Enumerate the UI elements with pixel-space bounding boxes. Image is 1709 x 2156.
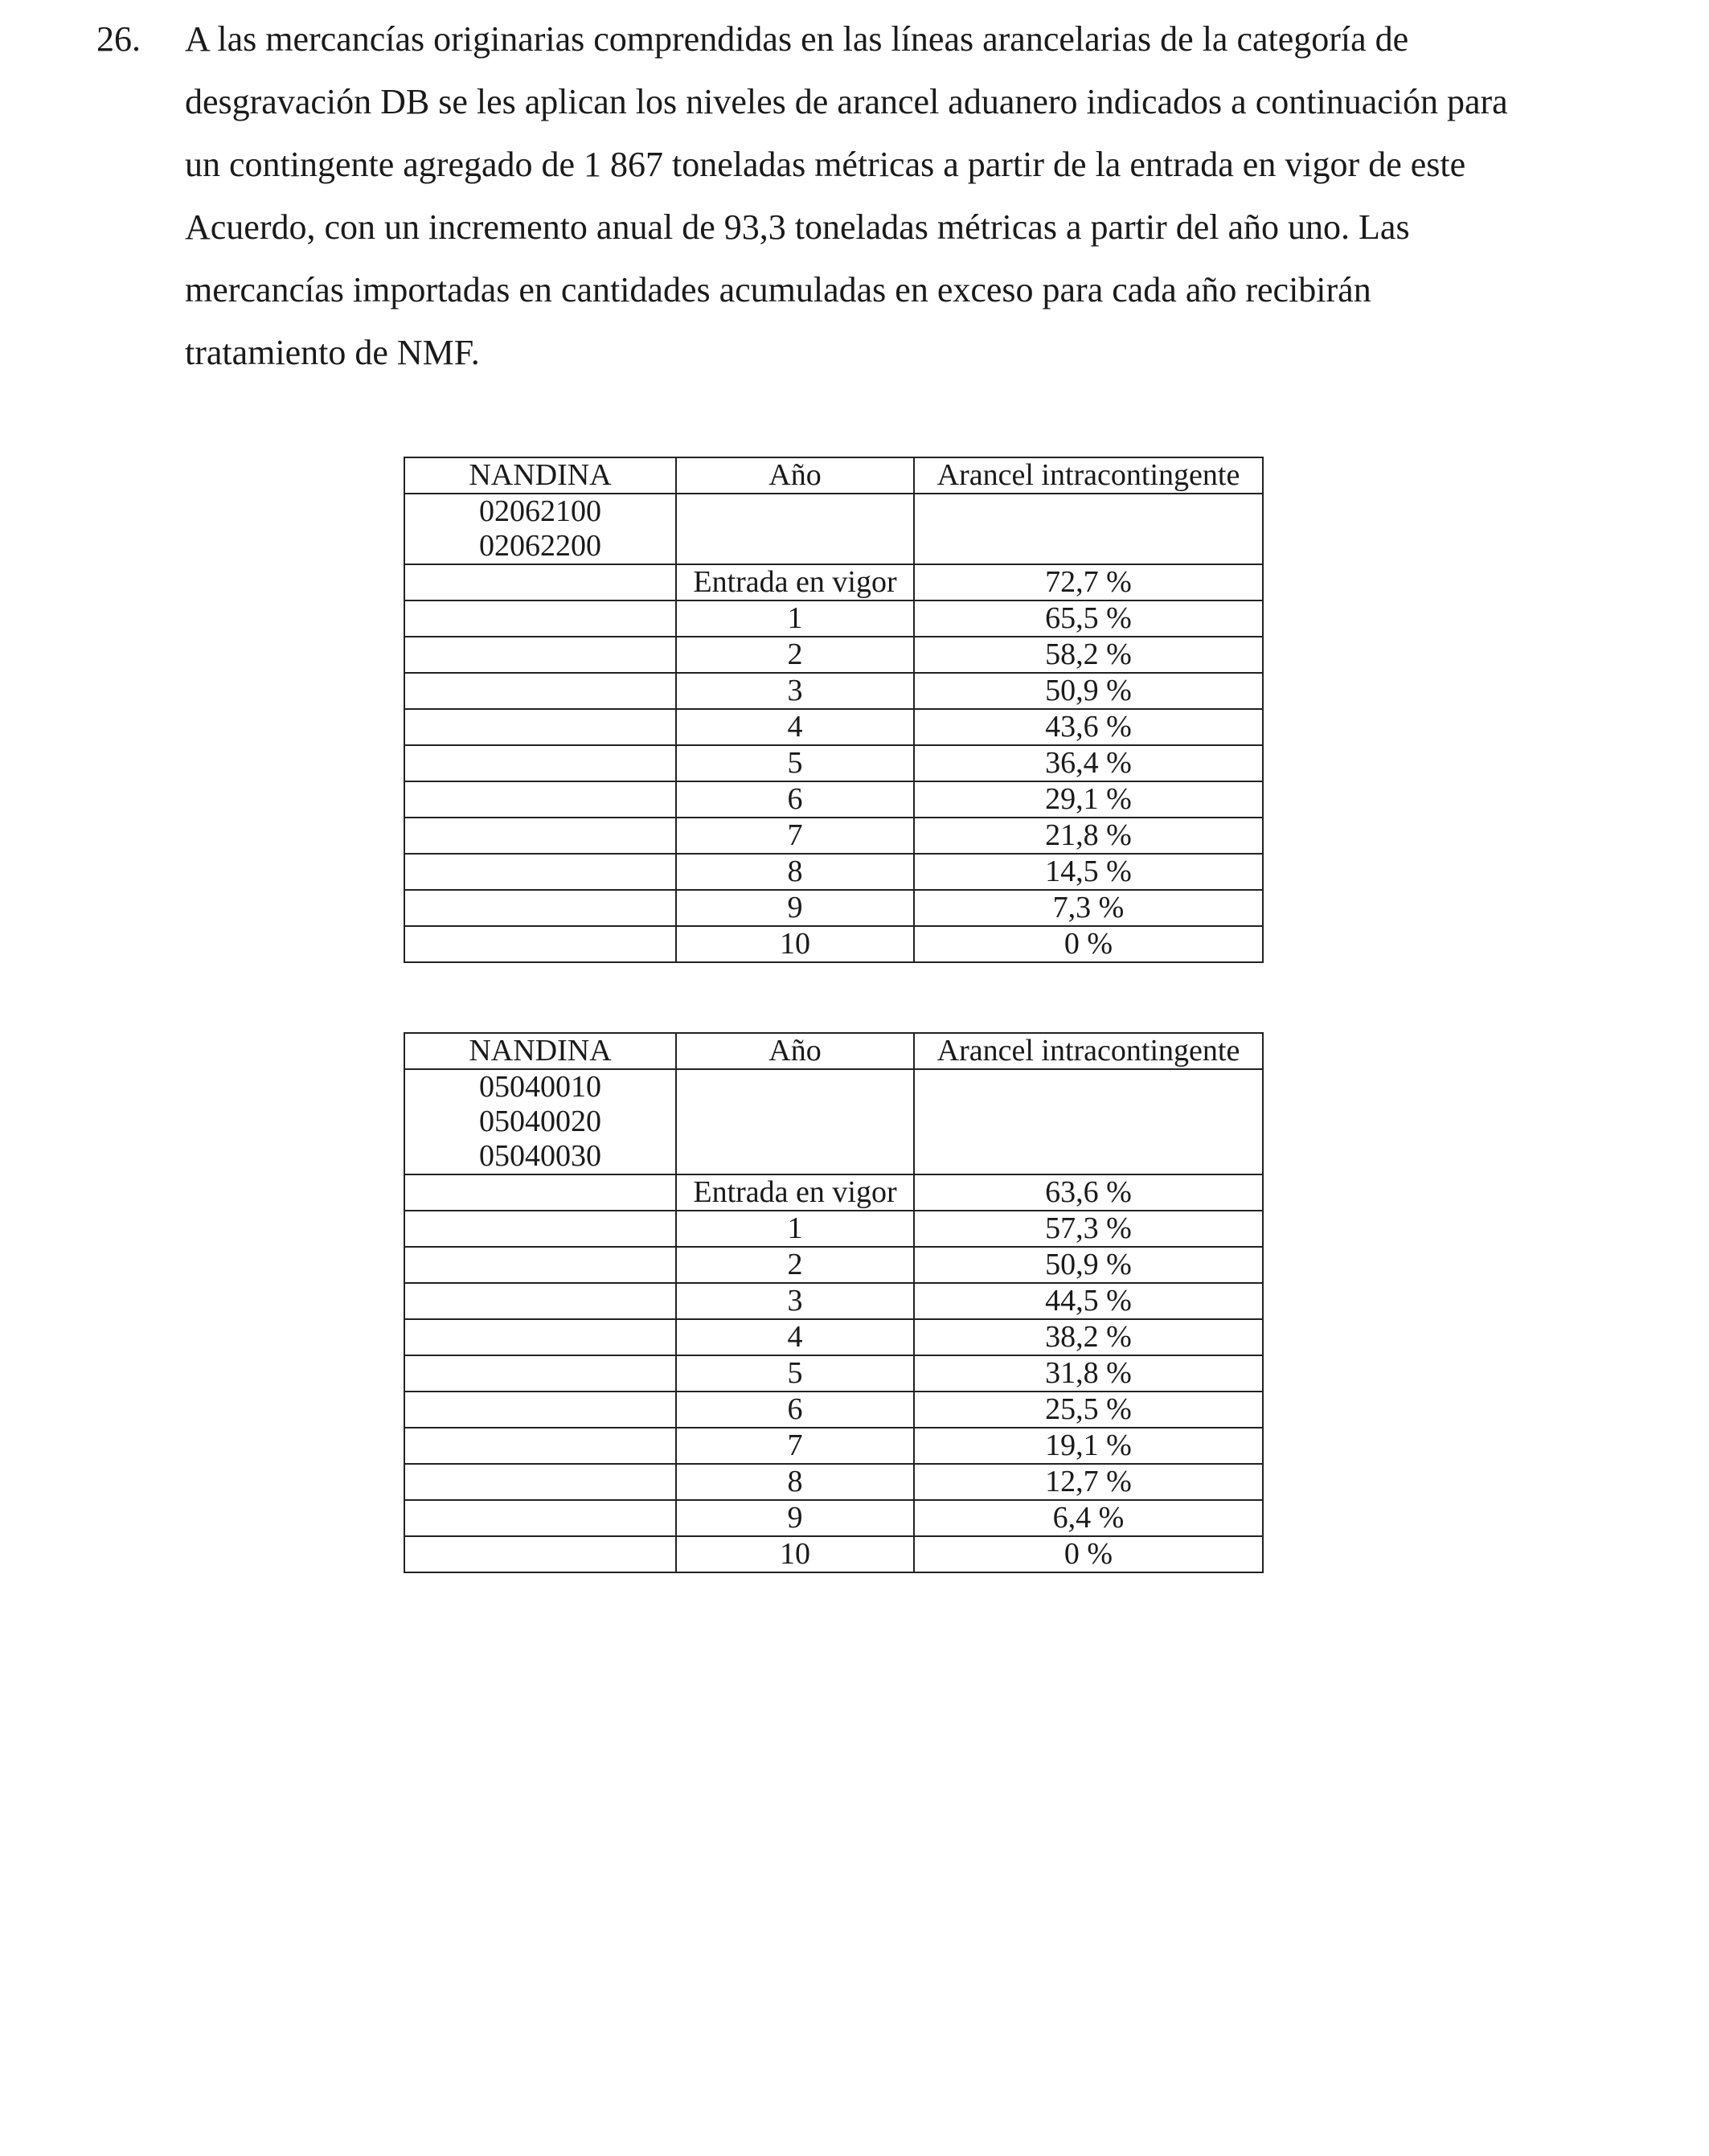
table-row bbox=[404, 1392, 1263, 1428]
rate-cell: 31,8 % bbox=[914, 1355, 1263, 1392]
table-row bbox=[404, 926, 1263, 962]
rate-cell: 57,3 % bbox=[914, 1211, 1263, 1247]
tariff-table-05040010 bbox=[404, 1032, 1264, 1573]
year-cell: Entrada en vigor bbox=[676, 564, 914, 600]
nandina-empty-cell bbox=[404, 1464, 676, 1500]
nandina-codes-row bbox=[404, 494, 1263, 564]
year-cell: 3 bbox=[676, 673, 914, 709]
nandina-empty-cell bbox=[404, 781, 676, 818]
nandina-codes-cell bbox=[404, 1069, 676, 1174]
rate-cell: 21,8 % bbox=[914, 818, 1263, 854]
rate-empty-cell bbox=[914, 1069, 1263, 1174]
nandina-empty-cell bbox=[404, 1355, 676, 1392]
year-cell: 10 bbox=[676, 926, 914, 962]
nandina-empty-cell bbox=[404, 926, 676, 962]
year-cell: 10 bbox=[676, 1536, 914, 1572]
rate-cell: 72,7 % bbox=[914, 564, 1263, 600]
year-cell: 3 bbox=[676, 1283, 914, 1319]
rate-cell: 63,6 % bbox=[914, 1174, 1263, 1211]
column-header: Arancel intracontingente bbox=[914, 1033, 1263, 1069]
nandina-empty-cell bbox=[404, 1211, 676, 1247]
rate-cell: 0 % bbox=[914, 1536, 1263, 1572]
year-cell: 2 bbox=[676, 637, 914, 673]
year-empty-cell bbox=[676, 1069, 914, 1174]
rate-empty-cell bbox=[914, 494, 1263, 564]
year-cell: 9 bbox=[676, 1500, 914, 1536]
year-cell: 4 bbox=[676, 1319, 914, 1355]
table-row bbox=[404, 854, 1263, 890]
table-row bbox=[404, 673, 1263, 709]
nandina-empty-cell bbox=[404, 890, 676, 926]
table-row bbox=[404, 1174, 1263, 1211]
rate-cell: 36,4 % bbox=[914, 745, 1263, 781]
nandina-code: 05040030 bbox=[479, 1139, 601, 1173]
table-row bbox=[404, 781, 1263, 818]
nandina-empty-cell bbox=[404, 1174, 676, 1211]
table-row bbox=[404, 1211, 1263, 1247]
table-row bbox=[404, 890, 1263, 926]
nandina-empty-cell bbox=[404, 1500, 676, 1536]
rate-cell: 12,7 % bbox=[914, 1464, 1263, 1500]
rate-cell: 65,5 % bbox=[914, 600, 1263, 637]
rate-cell: 50,9 % bbox=[914, 1247, 1263, 1283]
nandina-code: 05040010 bbox=[479, 1070, 601, 1104]
table-row bbox=[404, 1536, 1263, 1572]
nandina-empty-cell bbox=[404, 709, 676, 745]
rate-cell: 38,2 % bbox=[914, 1319, 1263, 1355]
year-cell: 8 bbox=[676, 1464, 914, 1500]
year-cell: 1 bbox=[676, 1211, 914, 1247]
nandina-empty-cell bbox=[404, 818, 676, 854]
nandina-empty-cell bbox=[404, 1428, 676, 1464]
year-cell: 5 bbox=[676, 1355, 914, 1392]
nandina-code: 02062200 bbox=[479, 529, 601, 563]
rate-cell: 0 % bbox=[914, 926, 1263, 962]
table-header-row bbox=[404, 1033, 1263, 1069]
year-cell: 6 bbox=[676, 1392, 914, 1428]
column-header: NANDINA bbox=[404, 457, 676, 494]
nandina-codes-row bbox=[404, 1069, 1263, 1174]
paragraph-line: desgravación DB se les aplican los niveles de arancel aduanero indicados a continuación para bbox=[185, 82, 1508, 121]
table-row bbox=[404, 564, 1263, 600]
year-cell: 8 bbox=[676, 854, 914, 890]
nandina-empty-cell bbox=[404, 637, 676, 673]
paragraph-line: A las mercancías originarias comprendidas en las líneas arancelarias de la categoría de bbox=[185, 19, 1409, 59]
paragraph-number: 26. bbox=[96, 19, 141, 59]
nandina-empty-cell bbox=[404, 564, 676, 600]
nandina-empty-cell bbox=[404, 1392, 676, 1428]
year-cell: 1 bbox=[676, 600, 914, 637]
table-row bbox=[404, 1464, 1263, 1500]
column-header: NANDINA bbox=[404, 1033, 676, 1069]
nandina-empty-cell bbox=[404, 745, 676, 781]
nandina-empty-cell bbox=[404, 673, 676, 709]
rate-cell: 50,9 % bbox=[914, 673, 1263, 709]
table-row bbox=[404, 1428, 1263, 1464]
paragraph-line: Acuerdo, con un incremento anual de 93,3 toneladas métricas a partir del año uno. Las bbox=[185, 207, 1410, 247]
column-header: Año bbox=[676, 457, 914, 494]
table-row bbox=[404, 709, 1263, 745]
tariff-table-body bbox=[404, 1033, 1263, 1572]
year-cell: 7 bbox=[676, 818, 914, 854]
paragraph-line: tratamiento de NMF. bbox=[185, 333, 480, 372]
year-cell: 5 bbox=[676, 745, 914, 781]
nandina-empty-cell bbox=[404, 1319, 676, 1355]
table-row bbox=[404, 1319, 1263, 1355]
table-row bbox=[404, 745, 1263, 781]
nandina-empty-cell bbox=[404, 1536, 676, 1572]
rate-cell: 44,5 % bbox=[914, 1283, 1263, 1319]
nandina-empty-cell bbox=[404, 854, 676, 890]
nandina-empty-cell bbox=[404, 1247, 676, 1283]
year-cell: 9 bbox=[676, 890, 914, 926]
table-row bbox=[404, 1355, 1263, 1392]
year-cell: 7 bbox=[676, 1428, 914, 1464]
year-cell: Entrada en vigor bbox=[676, 1174, 914, 1211]
table-row bbox=[404, 637, 1263, 673]
tariff-table-02062100 bbox=[404, 457, 1264, 963]
rate-cell: 6,4 % bbox=[914, 1500, 1263, 1536]
column-header: Año bbox=[676, 1033, 914, 1069]
nandina-code: 02062100 bbox=[479, 494, 601, 528]
nandina-codes-cell bbox=[404, 494, 676, 564]
nandina-empty-cell bbox=[404, 1283, 676, 1319]
paragraph-line: mercancías importadas en cantidades acumuladas en exceso para cada año recibirán bbox=[185, 270, 1371, 309]
rate-cell: 58,2 % bbox=[914, 637, 1263, 673]
table-row bbox=[404, 1283, 1263, 1319]
year-cell: 6 bbox=[676, 781, 914, 818]
table-row bbox=[404, 1247, 1263, 1283]
table-row bbox=[404, 600, 1263, 637]
column-header: Arancel intracontingente bbox=[914, 457, 1263, 494]
paragraph-text bbox=[185, 8, 1632, 384]
nandina-empty-cell bbox=[404, 600, 676, 637]
rate-cell: 7,3 % bbox=[914, 890, 1263, 926]
rate-cell: 43,6 % bbox=[914, 709, 1263, 745]
paragraph-line: un contingente agregado de 1 867 toneladas métricas a partir de la entrada en vigor de este bbox=[185, 145, 1466, 184]
table-header-row bbox=[404, 457, 1263, 494]
nandina-code: 05040020 bbox=[479, 1105, 601, 1138]
year-cell: 2 bbox=[676, 1247, 914, 1283]
year-cell: 4 bbox=[676, 709, 914, 745]
rate-cell: 25,5 % bbox=[914, 1392, 1263, 1428]
table-row bbox=[404, 818, 1263, 854]
tariff-table-body bbox=[404, 457, 1263, 962]
rate-cell: 29,1 % bbox=[914, 781, 1263, 818]
rate-cell: 14,5 % bbox=[914, 854, 1263, 890]
rate-cell: 19,1 % bbox=[914, 1428, 1263, 1464]
year-empty-cell bbox=[676, 494, 914, 564]
table-row bbox=[404, 1500, 1263, 1536]
